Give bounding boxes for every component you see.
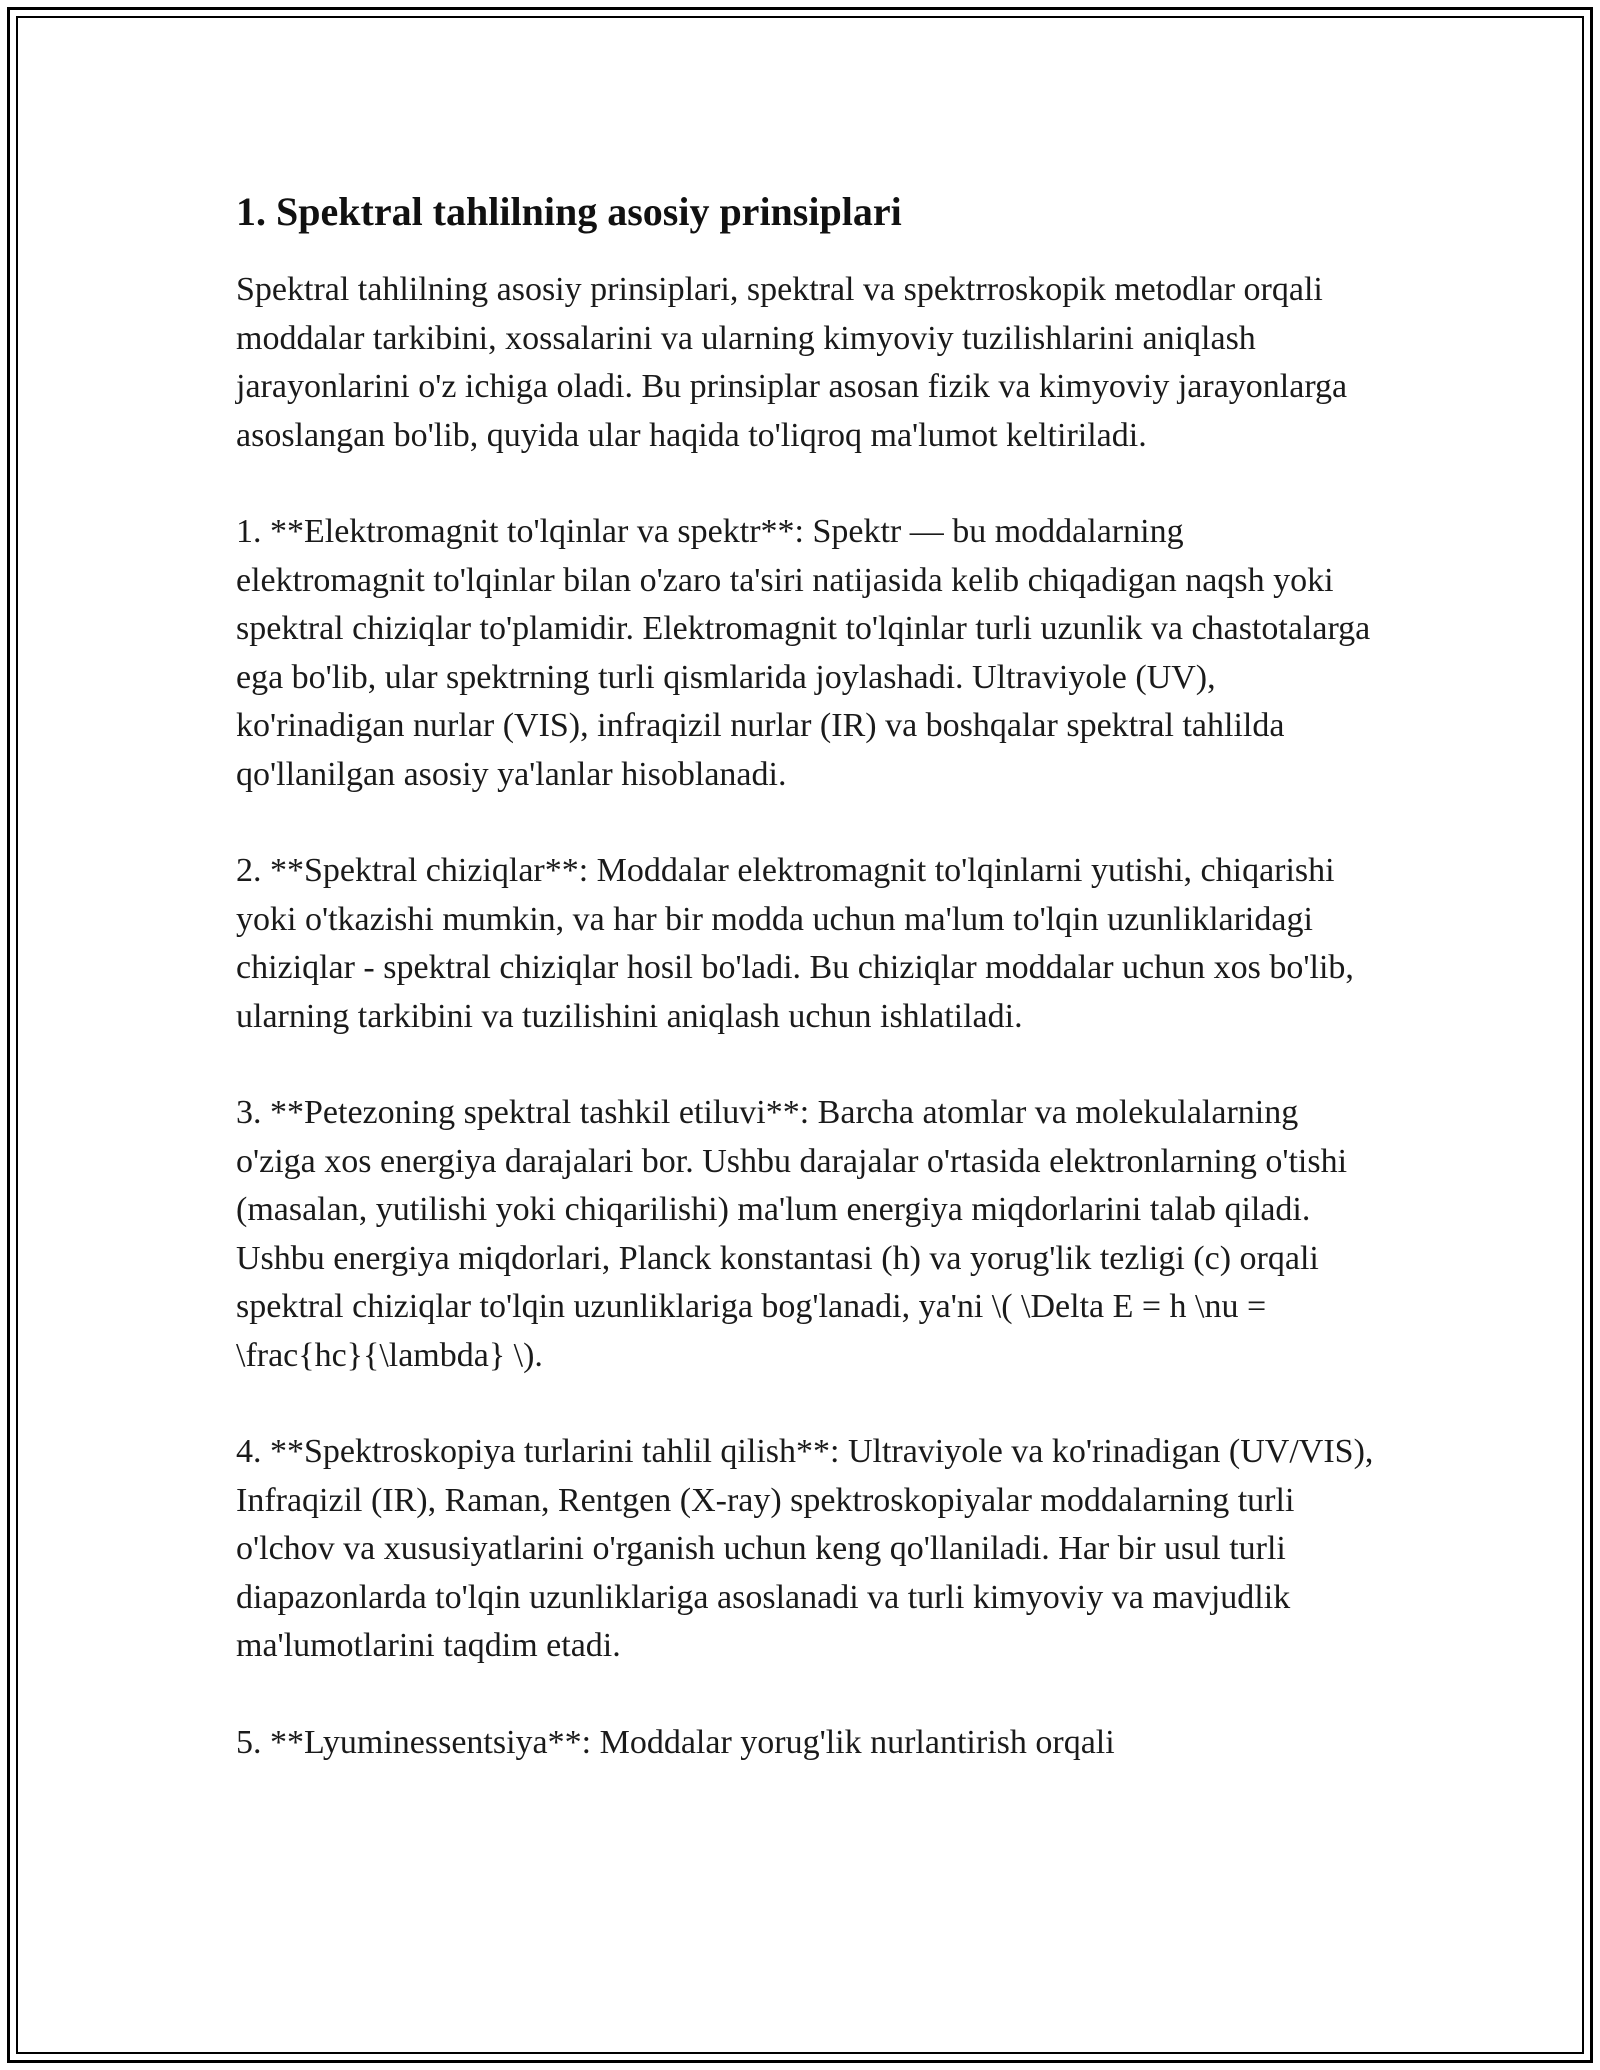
item-electromagnetic-waves: 1. **Elektromagnit to'lqinlar va spektr**: Spektr — bu moddalarning elektromagnit to'lqinlar bilan o'zaro ta'siri natijasida kelib chiqadigan naqsh yoki spektral chiziqlar to'plamidir. Elektromagnit to'lqinlar turli uzunlik va chastotalarga ega bo'lib, ular spektrning turli qismlarida joylashadi. Ultraviyole (UV), ko'rinadigan nurlar (VIS), infraqizil nurlar (IR) va boshqalar spektral tahlilda qo'llanilgan asosiy ya'lanlar hisoblanadi. <box>236 513 1371 793</box>
document-body <box>236 186 1376 1815</box>
item-luminescence: 5. **Lyuminessentsiya**: Moddalar yorug'lik nurlantirish orqali <box>236 1723 1115 1761</box>
intro-paragraph: Spektral tahlilning asosiy prinsiplari, spektral va spektrroskopik metodlar orqali moddalar tarkibini, xossalarini va ularning kimyoviy tuzilishlarini aniqlash jarayonlarini o'z ichiga oladi. Bu prinsiplar asosan fizik va kimyoviy jarayonlarga asoslangan bo'lib, quyida ular haqida to'liqroq ma'lumot keltiriladi. <box>236 271 1348 454</box>
item-spectroscopy-types: 4. **Spektroskopiya turlarini tahlil qilish**: Ultraviyole va ko'rinadigan (UV/VIS), Infraqizil (IR), Raman, Rentgen (X-ray) spektroskopiyalar moddalarning turli o'lchov va xususiyatlarini o'rganish uchun keng qo'llaniladi. Har bir usul turli diapazonlarda to'lqin uzunliklariga asoslanadi va turli kimyoviy va mavjudlik ma'lumotlarini taqdim etadi. <box>236 1433 1374 1664</box>
item-energy-levels: 3. **Petezoning spektral tashkil etiluvi**: Barcha atomlar va molekulalarning o'ziga xos energiya darajalari bor. Ushbu darajalar o'rtasida elektronlarning o'tishi (masalan, yutilishi yoki chiqarilishi) ma'lum energiya miqdorlarini talab qiladi. Ushbu energiya miqdorlari, Planck konstantasi (h) va yorug'lik tezligi (c) orqali spektral chiziqlar to'lqin uzunliklariga bog'lanadi, ya'ni \( \Delta E = h \nu = \frac{hc}{\lambda} \). <box>236 1094 1348 1374</box>
item-spectral-lines: 2. **Spektral chiziqlar**: Moddalar elektromagnit to'lqinlarni yutishi, chiqarishi yoki o'tkazishi mumkin, va har bir modda uchun ma'lum to'lqin uzunliklaridagi chiziqlar - spektral chiziqlar hosil bo'ladi. Bu chiziqlar moddalar uchun xos bo'lib, ularning tarkibini va tuzilishini aniqlash uchun ishlatiladi. <box>236 852 1354 1035</box>
section-heading: 1. Spektral tahlilning asosiy prinsiplari <box>236 189 902 234</box>
